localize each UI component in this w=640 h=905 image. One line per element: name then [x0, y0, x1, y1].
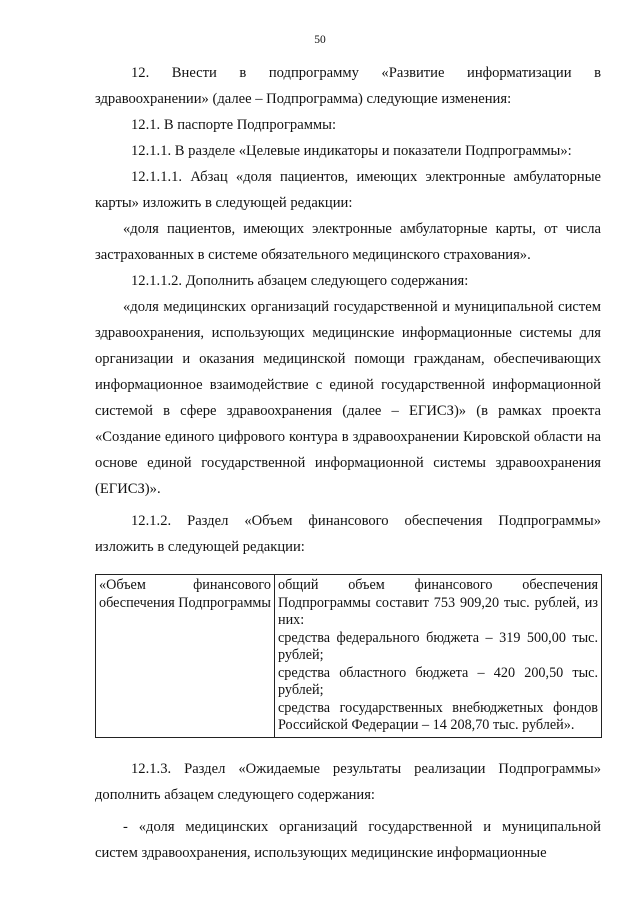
paragraph-12-1-1: 12.1.1. В разделе «Целевые индикаторы и показатели Подпрограммы»:	[131, 143, 572, 159]
financing-values-cell	[275, 575, 602, 738]
paragraph-12-1: 12.1. В паспорте Подпрограммы:	[131, 117, 337, 133]
paragraph-12-1-1-2: 12.1.1.2. Дополнить абзацем следующего содержания:	[131, 273, 469, 289]
financing-regional: средства областного бюджета – 420 200,50 тыс. рублей;	[278, 664, 598, 698]
quote-patients-share: «доля пациентов, имеющих электронные амбулаторные карты, от числа застрахованных в системе обязательного медицинского страхования».	[95, 221, 601, 263]
paragraph-12-1-3: 12.1.3. Раздел «Ожидаемые результаты реализации Подпрограммы» дополнить абзацем следующего содержания:	[95, 760, 601, 803]
financing-label-cell: «Объем финансового обеспечения Подпрограммы	[96, 575, 275, 738]
financing-total: общий объем финансового обеспечения Подпрограммы составит 753 909,20 тыс. рублей, из них:	[278, 577, 598, 628]
paragraph-12: 12. Внести в подпрограмму «Развитие информатизации в здравоохранении» (далее – Подпрограмма) следующие изменения:	[95, 65, 601, 107]
financing-federal: средства федерального бюджета – 319 500,00 тыс. рублей;	[278, 629, 598, 663]
quote-medical-organizations-share: «доля медицинских организаций государственной и муниципальной систем здравоохранения, использующих медицинские информационные системы для организации и оказания медицинской помощи гражданам, обеспечивающих информационное взаимодействие с единой государственной информационной системой в сфере здравоохранения (далее – ЕГИСЗ)» (в рамках проекта «Создание единого цифрового контура в здравоохранении Кировской области на основе единой государственной информационной системы здравоохранения (ЕГИСЗ)».	[95, 299, 601, 497]
paragraph-12-1-2: 12.1.2. Раздел «Объем финансового обеспечения Подпрограммы» изложить в следующей редакции:	[95, 513, 601, 555]
page-number: 50	[314, 34, 326, 46]
paragraph-12-1-1-1: 12.1.1.1. Абзац «доля пациентов, имеющих электронные амбулаторные карты» изложить в следующей редакции:	[95, 169, 601, 211]
document-body	[95, 60, 601, 866]
quote-medical-organizations-continued: - «доля медицинских организаций государственной и муниципальной систем здравоохранения, использующих медицинские информационные	[95, 818, 601, 861]
financing-table	[95, 574, 602, 738]
financing-extrabudgetary: средства государственных внебюджетных фондов Российской Федерации – 14 208,70 тыс. рублей».	[278, 699, 598, 733]
table-row	[96, 575, 602, 738]
